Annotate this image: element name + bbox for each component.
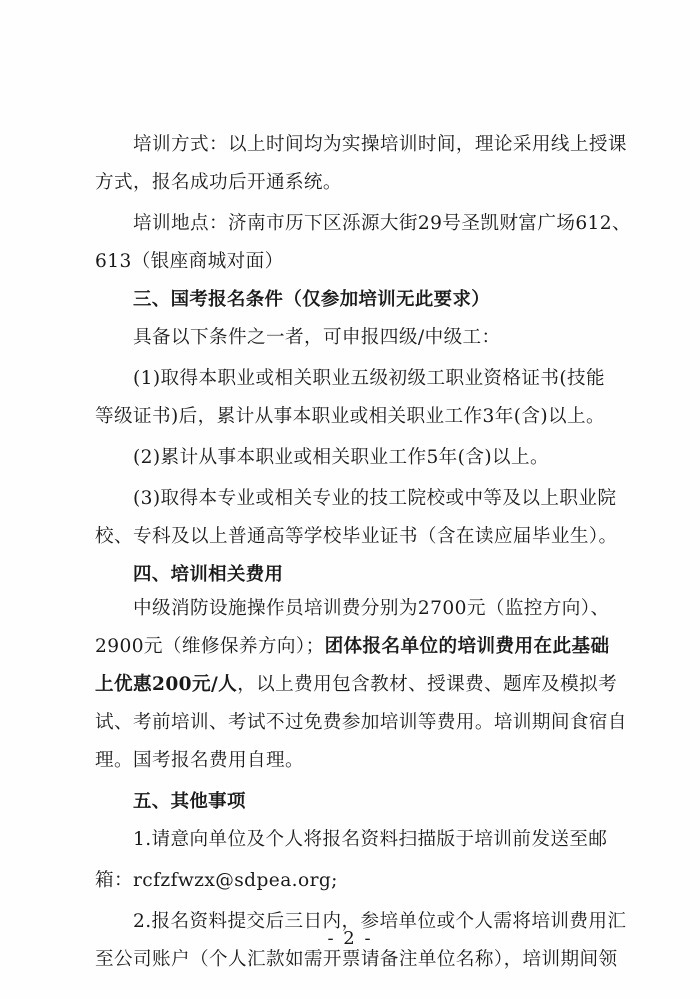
training-method-line1: 培训方式：以上时间均为实操培训时间，理论采用线上授课 [133,134,627,155]
section3-item3-line2: 校、专科及以上普通高等学校毕业证书（含在读应届毕业生）。 [95,526,618,547]
section5-item1-line2: 箱：rcfzfwzx@sdpea.org; [95,870,338,891]
section4-line3-bold: 上优惠200元/人 [95,674,238,695]
section4-line3 [95,668,618,702]
section4-line4: 试、考前培训、考试不过免费参加培训等费用。培训期间食宿自 [95,712,627,733]
section5-item1-line1: 1.请意向单位及个人将报名资料扫描版于培训前发送至邮 [133,829,608,850]
section3-heading: 三、国考报名条件（仅参加培训无此要求） [133,289,491,310]
section3-intro: 具备以下条件之一者，可申报四级/中级工： [133,327,501,348]
training-location-line2: 613（银座商城对面） [95,251,284,272]
section5-item2-line2: 至公司账户（个人汇款如需开票请备注单位名称），培训期间领 [95,949,618,970]
section3-item1-line1: (1)取得本职业或相关职业五级初级工职业资格证书(技能 [133,368,606,389]
section4-heading: 四、培训相关费用 [133,564,284,585]
section5-heading: 五、其他事项 [133,791,246,812]
document-body [95,128,632,977]
section4-line2 [95,630,615,664]
section4-line2-bold: 团体报名单位的培训费用在此基础 [324,636,610,657]
section3-item2: (2)累计从事本职业或相关职业工作5年(含)以上。 [133,447,549,468]
section5-item2-line1: 2.报名资料提交后三日内，参培单位或个人需将培训费用汇 [133,911,627,932]
section3-item3-line1: (3)取得本专业或相关专业的技工院校或中等及以上职业院 [133,488,617,509]
section4-line2-normal: 2900元（维修保养方向）； [95,636,325,657]
training-location-line1: 培训地点：济南市历下区泺源大街29号圣凯财富广场612、 [133,213,632,234]
section3-item1-line2: 等级证书)后，累计从事本职业或相关职业工作3年(含)以上。 [95,406,606,427]
section4-line3-normal: ，以上费用包含教材、授课费、题库及模拟考 [237,674,618,695]
training-method-line2: 方式，报名成功后开通系统。 [95,172,342,193]
section4-line5: 理。国考报名费用自理。 [95,750,304,771]
section4-line1: 中级消防设施操作员培训费分别为2700元（监控方向）、 [133,598,610,619]
page-number: - 2 - [327,928,373,949]
